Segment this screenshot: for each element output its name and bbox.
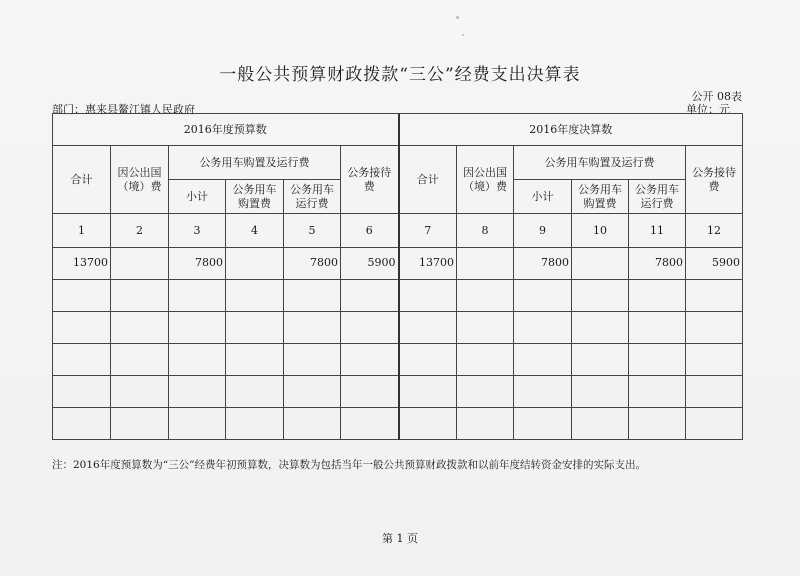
col-number: 4 [226, 214, 284, 248]
header-subtotal: 小计 [514, 180, 572, 214]
table-cell [226, 280, 284, 312]
table-cell [399, 408, 457, 440]
table-cell [284, 312, 341, 344]
table-cell [457, 312, 514, 344]
table-row [53, 408, 743, 440]
table-cell [629, 408, 686, 440]
page-title: 一般公共预算财政拨款“三公”经费支出决算表 [219, 65, 581, 85]
header-abroad: 因公出国（境）费 [457, 146, 514, 214]
header-reception: 公务接待费 [341, 146, 399, 214]
table-cell [572, 408, 629, 440]
table-cell [284, 376, 341, 408]
table-cell [226, 312, 284, 344]
table-cell [111, 344, 169, 376]
table-cell [686, 376, 743, 408]
table-cell [111, 312, 169, 344]
col-number: 9 [514, 214, 572, 248]
table-cell [226, 376, 284, 408]
table-cell [572, 280, 629, 312]
table-cell [169, 376, 226, 408]
table-cell [514, 344, 572, 376]
col-number: 6 [341, 214, 399, 248]
col-number: 1 [53, 214, 111, 248]
table-cell [226, 344, 284, 376]
table-cell [169, 280, 226, 312]
table-cell [111, 408, 169, 440]
table-cell [169, 408, 226, 440]
budget-group-header: 2016年度预算数 [53, 114, 399, 146]
table-cell [686, 312, 743, 344]
table-cell [629, 344, 686, 376]
header-purchase: 公务用车购置费 [572, 180, 629, 214]
table-cell [226, 408, 284, 440]
footnote: 注：2016年度预算数为“三公”经费年初预算数，决算数为包括当年一般公共预算财政拨款和以前年度结转资金安排的实际支出。 [52, 459, 646, 471]
table-cell [53, 344, 111, 376]
table-cell [572, 344, 629, 376]
table-cell [514, 312, 572, 344]
table-cell [284, 408, 341, 440]
header-reception: 公务接待费 [686, 146, 743, 214]
table-cell [572, 376, 629, 408]
table-row [53, 344, 743, 376]
table-cell [169, 344, 226, 376]
table-cell [284, 344, 341, 376]
table-cell [341, 376, 399, 408]
table-cell [111, 248, 169, 280]
table-cell [457, 248, 514, 280]
table-cell: 5900 [686, 248, 743, 280]
table-cell [457, 280, 514, 312]
col-number: 7 [399, 214, 457, 248]
table-cell [284, 280, 341, 312]
table-row [53, 312, 743, 344]
table-cell [457, 408, 514, 440]
table-cell [53, 280, 111, 312]
col-number: 3 [169, 214, 226, 248]
scan-speck [462, 34, 464, 36]
department-label: 部门：惠来县鳌江镇人民政府 [52, 103, 195, 116]
table-cell [399, 344, 457, 376]
table-cell [341, 408, 399, 440]
header-purchase: 公务用车购置费 [226, 180, 284, 214]
table-cell [399, 280, 457, 312]
table-cell [629, 280, 686, 312]
table-cell: 7800 [514, 248, 572, 280]
table-row [53, 248, 743, 280]
table-cell: 7800 [169, 248, 226, 280]
form-code: 公开 08表 [691, 90, 742, 103]
header-vehicle: 公务用车购置及运行费 [514, 146, 686, 180]
header-vehicle: 公务用车购置及运行费 [169, 146, 341, 180]
table-cell [399, 312, 457, 344]
header-total: 合计 [53, 146, 111, 214]
table-cell [341, 280, 399, 312]
table-cell: 7800 [629, 248, 686, 280]
table-cell [514, 408, 572, 440]
col-number: 10 [572, 214, 629, 248]
scan-speck [456, 16, 459, 19]
table-cell: 7800 [284, 248, 341, 280]
table-cell [341, 344, 399, 376]
page-number: 第 1 页 [382, 532, 418, 545]
table-cell [53, 312, 111, 344]
table-cell [629, 312, 686, 344]
table-cell [226, 248, 284, 280]
col-number: 8 [457, 214, 514, 248]
table-cell [457, 344, 514, 376]
header-total: 合计 [399, 146, 457, 214]
table-cell: 13700 [399, 248, 457, 280]
table-cell [572, 248, 629, 280]
col-number: 12 [686, 214, 743, 248]
final-group-header: 2016年度决算数 [399, 114, 743, 146]
table-cell [53, 376, 111, 408]
table-cell [457, 376, 514, 408]
table-cell [514, 376, 572, 408]
table-cell [686, 344, 743, 376]
header-running: 公务用车运行费 [284, 180, 341, 214]
header-running: 公务用车运行费 [629, 180, 686, 214]
table-row [53, 280, 743, 312]
table-cell [169, 312, 226, 344]
table-cell [572, 312, 629, 344]
table-cell [686, 280, 743, 312]
table-cell: 13700 [53, 248, 111, 280]
table-cell [514, 280, 572, 312]
table-cell [53, 408, 111, 440]
table-row [53, 376, 743, 408]
unit-label: 单位：元 [686, 103, 730, 116]
table-cell [629, 376, 686, 408]
col-number: 5 [284, 214, 341, 248]
expenditure-table [52, 113, 743, 440]
table-cell [111, 280, 169, 312]
table-cell [341, 312, 399, 344]
table-cell [111, 376, 169, 408]
col-number: 11 [629, 214, 686, 248]
header-subtotal: 小计 [169, 180, 226, 214]
table-cell [399, 376, 457, 408]
header-abroad: 因公出国（境）费 [111, 146, 169, 214]
table-cell [686, 408, 743, 440]
col-number: 2 [111, 214, 169, 248]
table-cell: 5900 [341, 248, 399, 280]
